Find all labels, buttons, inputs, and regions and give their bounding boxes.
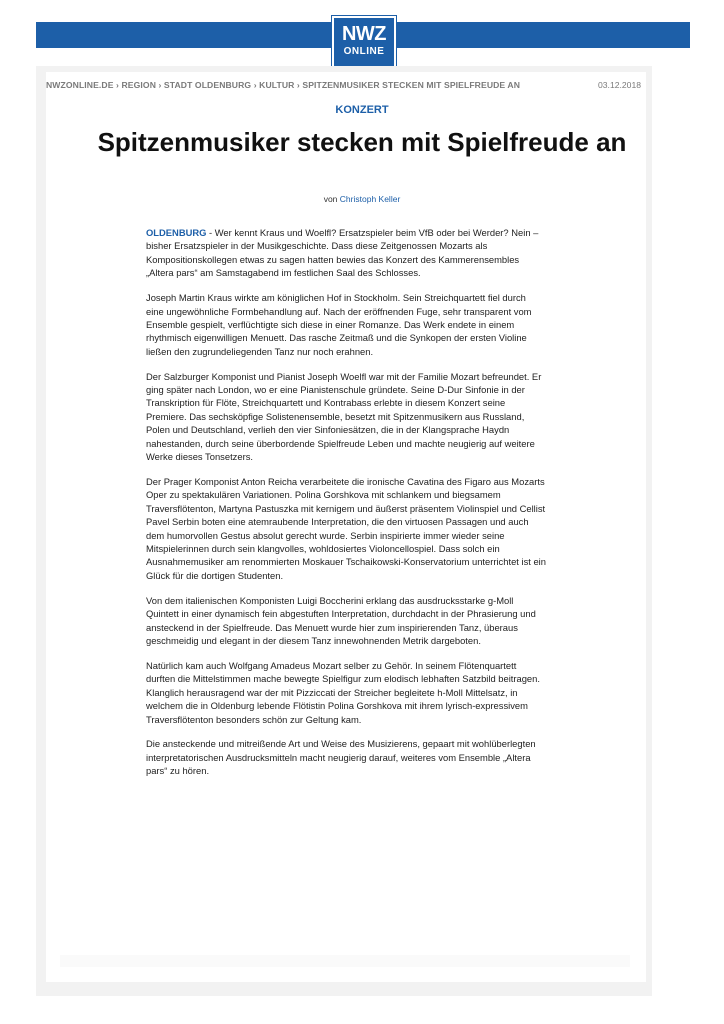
byline-prefix: von (323, 194, 338, 204)
body-paragraph: Joseph Martin Kraus wirkte am königlichen Hof in Stockholm. Sein Streichquartett fiel durch eine ungewöhnliche Formbehandlung auf. Nach der eröffnenden Fuge, sehr transparent vom Ensemble gespielt, verflüchtigte sich diese in einer Romanze. Das Werk endete in einem rhythmisch eigenwilligen Menuett. Das rasche Zeitmaß und die Synkopen der ersten Violine ließen den zugrundeliegenden Tanz nur noch erahnen. (146, 292, 532, 357)
article-headline: Spitzenmusiker stecken mit Spielfreude an (97, 127, 627, 157)
breadcrumb[interactable]: NWZONLINE.DE › REGION › STADT OLDENBURG › KULTUR › SPITZENMUSIKER STECKEN MIT SPIELFREUDE AN (46, 80, 521, 90)
byline (0, 194, 724, 204)
dateline-city: OLDENBURG (146, 227, 207, 238)
body-paragraph: Der Salzburger Komponist und Pianist Joseph Woelfl war mit der Familie Mozart befreundet. Er ging später nach London, wo er eine Pianistenschule gründete. Seine D-Dur Sinfonie in der Transkription für Flöte, Streichquartett und Kontrabass erlebte in diesem Konzert seine Premiere. Das sechsköpfige Solistenensemble, besetzt mit Spitzenmusikern aus Russland, Polen und Deutschland, verlieh den vier Sinfoniesätzen, die in der Klangsprache Haydn nahestanden, durch seine überbordende Spielfreude Leben und machte neugierig auf weitere Werke dieses Tonsetzers. (146, 370, 542, 463)
author-link[interactable]: Christoph Keller (339, 194, 401, 204)
body-paragraph: Von dem italienischen Komponisten Luigi Boccherini erklang das ausdrucksstarke g-Moll Quintett in einer dynamisch fein abgestuften Interpretation, durchdacht in der Phrasierung und ansteckend in der Spielfreude. Das Menuett wurde hier zum inspirierenden Tanz, überaus geschmeidig und elegant in der diesem Tanz innewohnenden Metrik dargeboten. (146, 594, 536, 646)
publish-date: 03.12.2018 (598, 80, 642, 90)
body-paragraph: Der Prager Komponist Anton Reicha verarbeitete die ironische Cavatina des Figaro aus Mozarts Oper zu spektakulären Variationen. Polina Gorshkova mit schlankem und biegsamem Traversflötenton, Martyna Pastuszka mit kernigem und äußerst präsentem Violinspiel und Cellist Pavel Serbin boten eine atemraubende Interpretation, die den virtuosen Passagen und auch dem humorvollen Gestus absolut gerecht wurde. Serbin inspirierte immer wieder seine Mitspielerinnen durch sein klangvolles, wohldosiertes Violoncellospiel. Dass solch ein Ausnahmemusiker am renommierten Moskauer Tschaikowski-Konservatorium unterrichtet ist ein Glück für die dortigen Studenten. (146, 476, 546, 581)
article-kicker: KONZERT (335, 104, 389, 116)
nwz-online-logo[interactable] (332, 16, 396, 72)
footer-divider (60, 955, 630, 967)
body-paragraph: Die ansteckende und mitreißende Art und Weise des Musizierens, gepaart mit wohlüberlegten interpretatorischen Ausdrucksmitteln macht neugierig darauf, weiteres vom Ensemble „Altera pars“ zu hören. (146, 738, 536, 777)
article-body (146, 226, 546, 789)
lead-paragraph (146, 226, 546, 280)
logo-sub-text: ONLINE (343, 46, 385, 57)
body-paragraph: Natürlich kam auch Wolfgang Amadeus Mozart selber zu Gehör. In seinem Flötenquartett durften die Mittelstimmen mache bewegte Spielfigur zum elodisch lebhaften Satzbild beitragen. Klanglich herausragend war der mit Pizziccati der Streicher begleitete h-Moll Mittelsatz, in welchem die in Oldenburg lebende Flötistin Polina Gorshkova mit ihrem lyrisch-expressivem Traversflötenton besonders schön zur Geltung kam. (146, 659, 540, 725)
logo-main-text: NWZ (341, 23, 387, 45)
lead-text: - Wer kennt Kraus und Woelfl? Ersatzspieler beim VfB oder bei Werder? Nein – bisher Ersatzspieler in der Musikgeschichte. Dass diese Zeitgenossen Mozarts als Kompositionskollegen etwas zu sagen hatten bewies das Konzert des Kammerensembles „Altera pars“ am Samstagabend im festlichen Saal des Schlosses. (146, 227, 539, 279)
